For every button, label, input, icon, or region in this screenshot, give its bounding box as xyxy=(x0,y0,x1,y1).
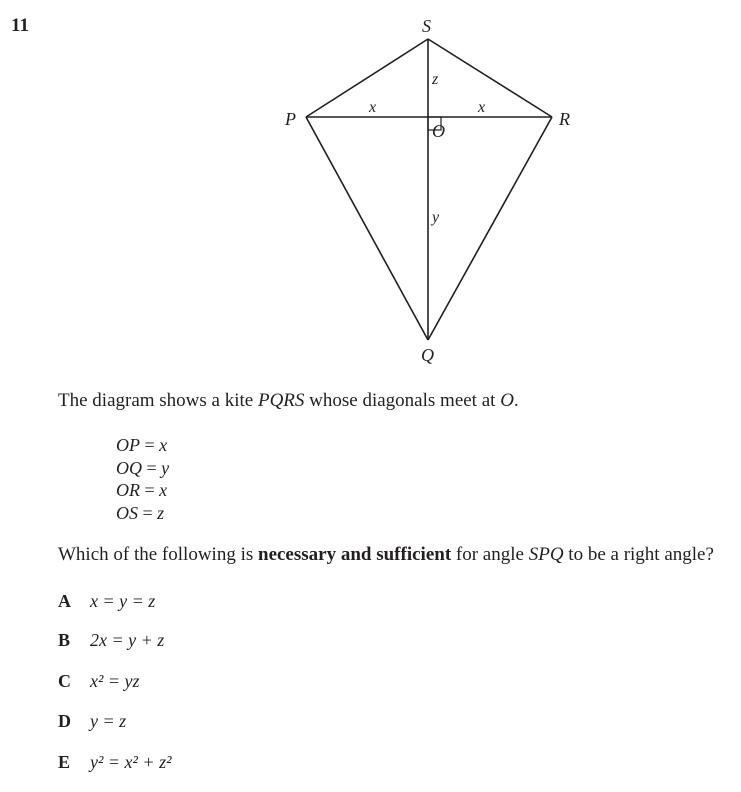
question-text: Which of the following is necessary and sufficient for angle SPQ to be a right angle? xyxy=(58,544,714,565)
definition-os: OS = z xyxy=(116,502,165,523)
kite-diagram xyxy=(0,0,741,380)
edge-sp xyxy=(306,39,428,117)
vertex-label-o: O xyxy=(432,121,445,141)
segment-label-x-left: x xyxy=(369,99,377,116)
option-letter: A xyxy=(58,591,71,611)
segment-label-z: z xyxy=(432,71,439,88)
option-c[interactable] xyxy=(58,671,140,692)
option-expression: y = z xyxy=(90,711,127,731)
vertex-label-r: R xyxy=(559,109,570,129)
question-number: 11 xyxy=(11,15,29,36)
segment-definitions xyxy=(116,434,169,524)
option-letter: E xyxy=(58,752,71,772)
vertex-label-q: Q xyxy=(421,345,434,365)
definition-op: OP = x xyxy=(116,435,168,455)
option-expression: x² = yz xyxy=(90,671,140,691)
segment-label-x-right: x xyxy=(478,99,486,116)
option-letter: D xyxy=(58,711,71,731)
option-b[interactable] xyxy=(58,630,164,651)
definition-or: OR = x xyxy=(116,480,168,500)
kite-name: PQRS xyxy=(257,390,305,411)
definition-oq: OQ = y xyxy=(116,457,170,478)
option-letter: B xyxy=(58,630,71,650)
option-e[interactable] xyxy=(58,752,171,773)
option-expression: 2x = y + z xyxy=(90,630,165,650)
option-a[interactable] xyxy=(58,591,155,612)
option-expression: x = y = z xyxy=(90,591,156,611)
question-stem: The diagram shows a kite PQRS whose diagonals meet at O. xyxy=(58,390,519,411)
edge-sr xyxy=(428,39,552,117)
option-d[interactable] xyxy=(58,711,126,732)
option-expression: y² = x² + z² xyxy=(90,752,172,772)
edge-rq xyxy=(428,117,552,340)
edge-pq xyxy=(306,117,428,340)
vertex-label-p: P xyxy=(285,109,296,129)
question-emphasis: necessary and sufficient xyxy=(258,544,452,565)
angle-name: SPQ xyxy=(528,544,564,565)
option-letter: C xyxy=(58,671,71,691)
point-name: O xyxy=(500,390,514,411)
segment-label-y: y xyxy=(432,209,440,226)
vertex-label-s: S xyxy=(422,16,431,36)
